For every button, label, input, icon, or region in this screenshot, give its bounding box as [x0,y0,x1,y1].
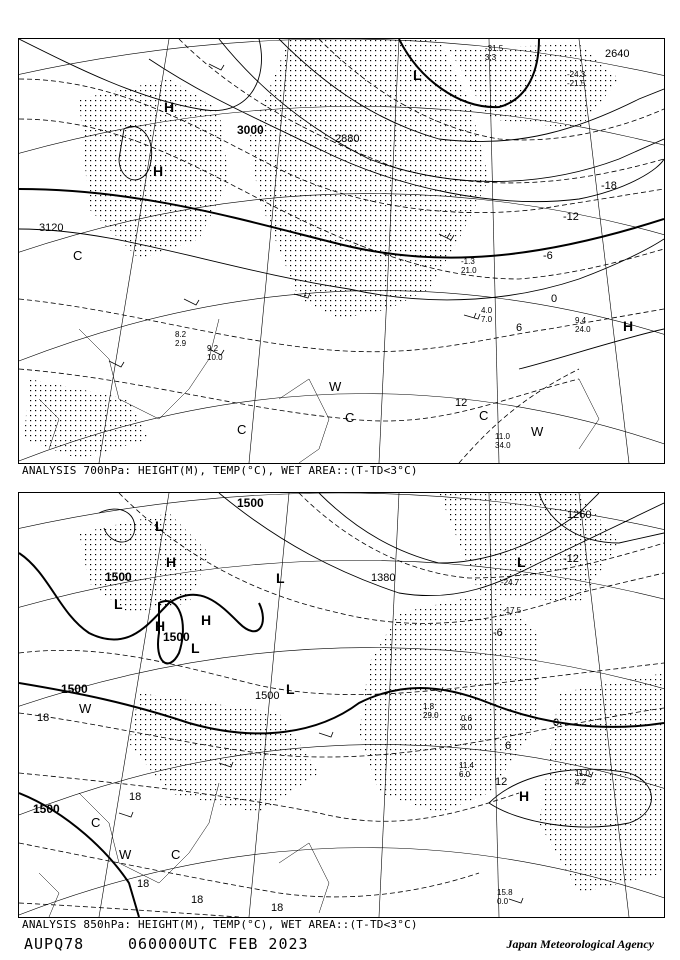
temp-label: -12 [563,553,579,565]
station-value: 0.6 [461,714,473,723]
agency-name: Japan Meteorological Agency [506,937,654,951]
temp-label: 12 [495,776,508,788]
station-value: -17.5 [503,606,522,615]
station-value: 9.4 [575,316,587,325]
high-symbol: H [519,788,530,804]
high-symbol: H [164,99,175,115]
station-value: 11.0 [495,432,510,441]
high-symbol: H [153,163,164,179]
station-value: 8.2 [175,330,187,339]
low-symbol: L [191,640,200,656]
temp-label: 12 [455,397,468,409]
station-value: 34.0 [495,441,511,450]
map-700hpa [18,38,665,464]
high-symbol: H [201,612,212,628]
station-value: 10.0 [207,353,223,362]
height-label: 1500 [163,630,190,644]
valid-time: 060000UTC FEB 2023 [128,935,309,953]
station-value: 3.3 [485,53,497,62]
temp-label: 0 [553,717,560,729]
high-symbol: H [623,318,634,334]
station-value: 0.0 [497,897,509,906]
temp-label: -18 [601,180,617,192]
height-label: 1500 [237,496,264,510]
height-label: 3000 [237,123,264,137]
cold-symbol: W [531,424,544,439]
height-label: 1500 [61,682,88,696]
station-value: 11.4 [459,761,474,770]
station-value: 21.0 [461,266,477,275]
station-value: -31.5 [485,44,504,53]
wet-area [24,39,619,459]
height-label: 1500 [33,802,60,816]
warm-symbol: C [479,408,489,423]
height-label: 2880 [335,133,360,145]
station-value: -24.7 [501,578,520,587]
station-value: 4.0 [481,306,493,315]
warm-symbol: W [329,379,342,394]
station-value: 6.0 [459,770,471,779]
cold-symbol: C [345,410,355,425]
station-value: 29.0 [423,711,439,720]
low-symbol: L [517,554,526,570]
temp-label: 18 [129,791,142,803]
temp-labels [455,180,617,409]
height-label: 1260 [567,509,592,521]
height-label: 2640 [605,48,630,60]
map-850hpa [18,492,665,918]
station-value: 2.9 [175,339,187,348]
low-symbol: L [155,518,164,534]
low-symbol: L [114,596,123,612]
cold-symbol: C [91,815,101,830]
station-value: 15.8 [497,888,513,897]
height-label: 1500 [105,570,132,584]
station-value: 1.8 [423,702,435,711]
height-label: 1500 [255,690,280,702]
low-symbol: L [276,570,285,586]
warm-symbol: W [79,701,92,716]
caption-850hpa: ANALYSIS 850hPa: HEIGHT(M), TEMP(°C), WET AREA::(T-TD<3°C) [22,918,418,931]
temp-label: 18 [271,902,284,914]
station-value: 24.0 [575,325,591,334]
cold-symbol: C [171,847,181,862]
station-value: -24.3 [567,70,586,79]
station-value: 8.0 [461,723,473,732]
station-value: -21.5 [567,79,586,88]
temp-label: 18 [137,878,150,890]
temp-label: 0 [551,293,558,305]
temp-label: -6 [543,250,553,262]
temp-label: 6 [505,740,512,752]
coastlines [39,783,329,917]
high-symbol: H [166,554,177,570]
chart-id: AUPQ78 [24,935,85,953]
station-value: 11.0 [575,769,590,778]
station-value: -1.3 [461,257,475,266]
temp-label: 18 [191,894,204,906]
height-label: 3120 [39,222,64,234]
temp-label: -12 [563,211,579,223]
map-850hpa-canvas [19,493,664,917]
temp-label: 6 [516,322,523,334]
low-symbol: L [413,67,422,83]
cold-symbol: C [73,248,83,263]
station-value: 7.0 [481,315,493,324]
map-700hpa-canvas [19,39,664,463]
height-label: 1380 [371,572,396,584]
cold-symbol: C [237,422,247,437]
low-symbol: L [286,681,295,697]
caption-700hpa: ANALYSIS 700hPa: HEIGHT(M), TEMP(°C), WET AREA::(T-TD<3°C) [22,464,418,477]
warm-symbol: W [119,847,132,862]
temp-label: 18 [37,712,50,724]
station-value: 9.2 [207,344,219,353]
station-value: 4.2 [575,778,587,787]
high-symbol: H [155,618,166,634]
temp-label: -6 [493,627,503,639]
